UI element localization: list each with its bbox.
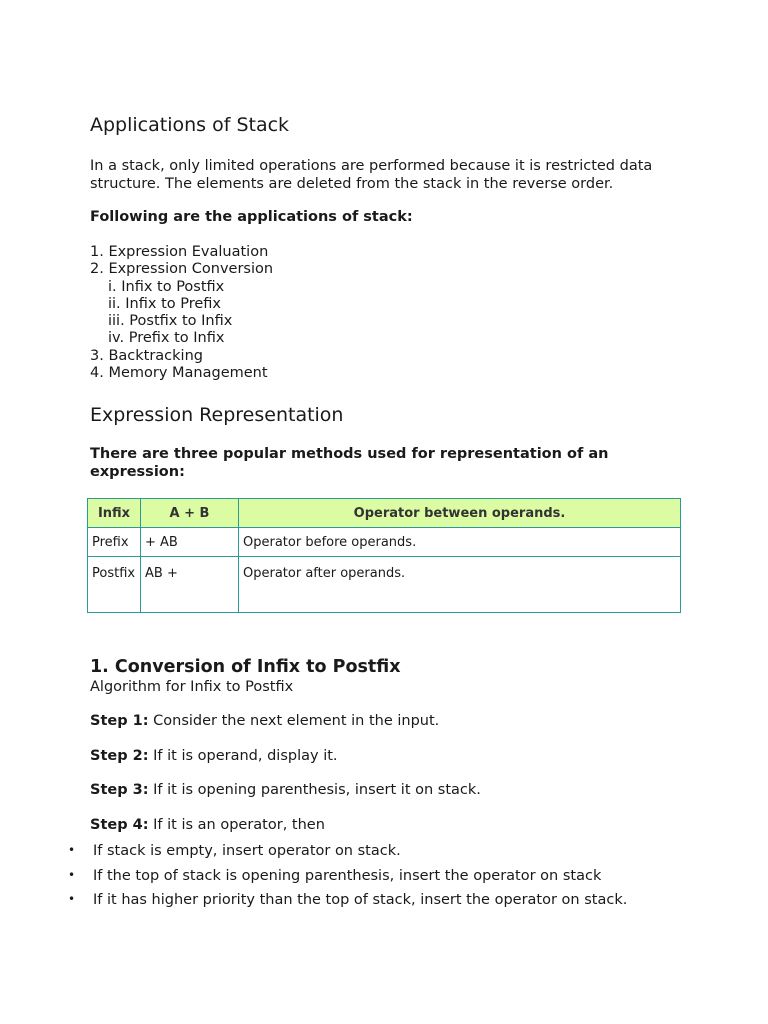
representation-subheading-line-1: There are three popular methods used for representation of an (90, 446, 609, 462)
bullet-icon: • (68, 867, 76, 882)
table-row (88, 528, 681, 557)
step-4-bullet-list (68, 843, 627, 917)
representation-subheading-line-2: expression: (90, 464, 185, 480)
table-cell: Postfix (88, 557, 141, 613)
algorithm-subtitle: Algorithm for Infix to Postfix (90, 679, 294, 695)
table-header-cell: Infix (88, 499, 141, 528)
step-label: Step 1: (90, 713, 149, 729)
step-2 (90, 748, 338, 764)
list-item: i. Infix to Postfix (108, 278, 225, 295)
table-header-row (88, 499, 681, 528)
section-title-expression-representation: Expression Representation (90, 404, 344, 426)
table-row (88, 557, 681, 613)
table-cell: Operator after operands. (239, 557, 681, 613)
step-text: If it is opening parenthesis, insert it on stack. (148, 782, 481, 798)
step-4 (90, 817, 325, 833)
applications-subheading: Following are the applications of stack: (90, 209, 413, 225)
list-item: 2. Expression Conversion (90, 261, 274, 278)
table-header-cell: Operator between operands. (239, 499, 681, 528)
list-item: • If the top of stack is opening parenthesis, insert the operator on stack (68, 867, 602, 884)
list-item: 4. Memory Management (90, 365, 268, 382)
representation-subheading (90, 445, 690, 481)
section-title-applications: Applications of Stack (90, 114, 290, 136)
step-label: Step 4: (90, 817, 149, 833)
step-text: Consider the next element in the input. (148, 713, 440, 729)
step-text: If it is an operator, then (148, 817, 325, 833)
table-cell: Operator before operands. (239, 528, 681, 557)
table-cell: Prefix (88, 528, 141, 557)
list-item: • If stack is empty, insert operator on stack. (68, 843, 401, 859)
list-item: 1. Expression Evaluation (90, 244, 269, 260)
step-3 (90, 782, 481, 798)
table-cell: AB + (141, 557, 239, 613)
step-label: Step 3: (90, 782, 149, 798)
intro-line-1: In a stack, only limited operations are performed because it is restricted data (90, 158, 653, 174)
bullet-icon: • (68, 843, 76, 857)
step-label: Step 2: (90, 748, 149, 764)
table-cell: + AB (141, 528, 239, 557)
list-item: 3. Backtracking (90, 347, 203, 364)
intro-paragraph (90, 157, 690, 193)
step-1 (90, 713, 439, 729)
intro-line-2: structure. The elements are deleted from the stack in the reverse order. (90, 176, 614, 192)
step-text: If it is operand, display it. (148, 748, 338, 764)
list-item: • If it has higher priority than the top of stack, insert the operator on stack. (68, 892, 628, 908)
list-item: iv. Prefix to Infix (108, 330, 225, 347)
list-item: iii. Postfix to Infix (108, 313, 233, 330)
section-title-infix-to-postfix: 1. Conversion of Infix to Postfix (90, 657, 401, 677)
bullet-icon: • (68, 892, 76, 906)
representation-table (87, 498, 681, 613)
table-header-cell: A + B (141, 499, 239, 528)
list-item: ii. Infix to Prefix (108, 295, 221, 312)
applications-list (90, 244, 273, 382)
